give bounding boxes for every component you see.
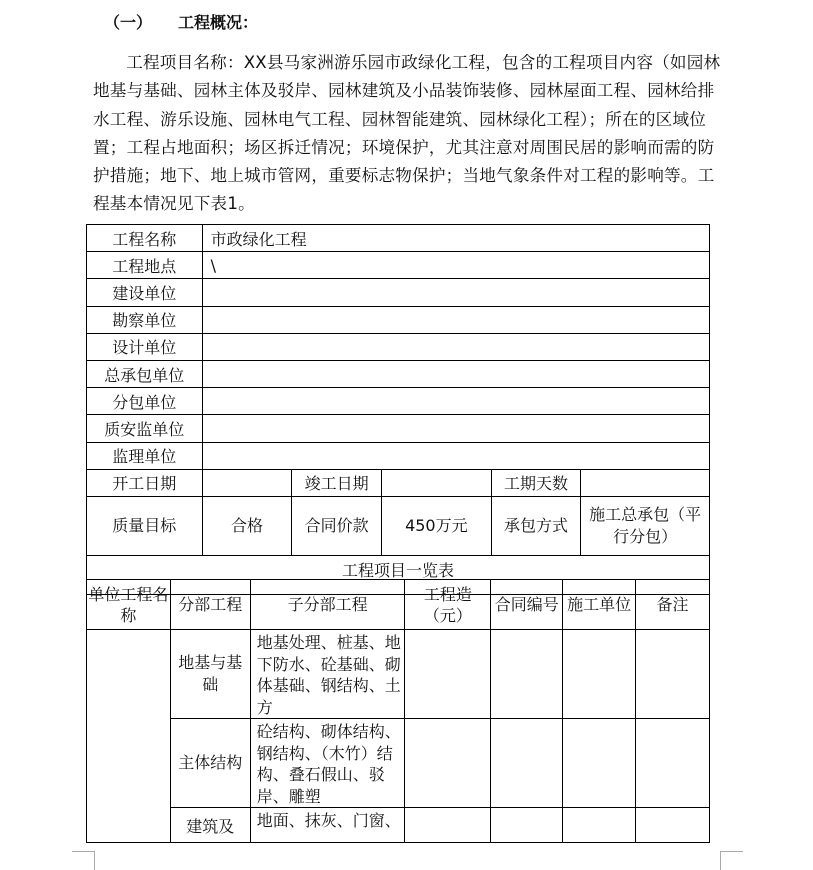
label-survey: 勘察单位	[87, 306, 203, 333]
label-builder: 建设单位	[87, 279, 203, 306]
cell-remarks	[636, 808, 710, 843]
header-subdivision: 子分部工程	[250, 580, 405, 630]
cell-unit-project	[87, 630, 171, 843]
table-row	[87, 415, 710, 442]
header-cost: 工程造（元）	[405, 580, 491, 630]
cell-division: 地基与基础	[170, 630, 250, 719]
table-row	[87, 719, 710, 808]
table-header-row	[87, 580, 710, 630]
table-row	[87, 360, 710, 387]
table-row	[87, 469, 710, 496]
label-design: 设计单位	[87, 333, 203, 360]
cell-builder	[563, 808, 636, 843]
cell-cost	[405, 808, 491, 843]
table-row	[87, 808, 710, 843]
cell-remarks	[636, 630, 710, 719]
value-duration	[581, 469, 710, 496]
label-contract-mode: 承包方式	[491, 496, 581, 555]
section-title: 工程概况：	[178, 13, 259, 32]
label-start-date: 开工日期	[87, 469, 203, 496]
value-supervisor	[202, 442, 709, 469]
cell-division: 建筑及	[170, 808, 250, 843]
page-corner-mark-left	[72, 851, 95, 870]
cell-cost	[405, 719, 491, 808]
value-builder	[202, 279, 709, 306]
value-quality-target: 合格	[202, 496, 292, 555]
value-completion-date	[382, 469, 492, 496]
value-quality-safety	[202, 415, 709, 442]
cell-contract-no	[491, 630, 563, 719]
value-project-name: 市政绿化工程	[202, 225, 709, 252]
cell-division: 主体结构	[170, 719, 250, 808]
header-unit-project: 单位工程名称	[87, 580, 171, 630]
label-quality-safety: 质安监单位	[87, 415, 203, 442]
cell-cost	[405, 630, 491, 719]
section-number: （一）	[104, 13, 153, 32]
label-duration: 工期天数	[491, 469, 581, 496]
header-contract-no: 合同编号	[491, 580, 563, 630]
label-completion-date: 竣工日期	[292, 469, 382, 496]
cell-subdivision: 地基处理、桩基、地下防水、砼基础、砌体基础、钢结构、土方	[250, 630, 405, 719]
header-division: 分部工程	[170, 580, 250, 630]
table-row	[87, 333, 710, 360]
table-row	[87, 306, 710, 333]
table-row	[87, 630, 710, 719]
label-project-name: 工程名称	[87, 225, 203, 252]
cell-builder	[563, 719, 636, 808]
project-list-table	[86, 579, 710, 843]
table-row	[87, 279, 710, 306]
cell-builder	[563, 630, 636, 719]
header-builder: 施工单位	[563, 580, 636, 630]
project-list-title: 工程项目一览表	[87, 555, 710, 594]
label-general-contractor: 总承包单位	[87, 360, 203, 387]
value-contract-mode: 施工总承包（平行分包）	[581, 496, 710, 555]
cell-contract-no	[491, 808, 563, 843]
label-quality-target: 质量目标	[87, 496, 203, 555]
label-contract-price: 合同价款	[292, 496, 382, 555]
cell-subdivision: 砼结构、砌体结构、钢结构、（木竹）结构、叠石假山、驳岸、雕塑	[250, 719, 405, 808]
value-project-location: \	[202, 252, 709, 279]
header-remarks: 备注	[636, 580, 710, 630]
label-supervisor: 监理单位	[87, 442, 203, 469]
project-description: 工程项目名称：XX县马家洲游乐园市政绿化工程，包含的工程项目内容（如园林地基与基础、园林主体及驳岸、园林建筑及小品装饰装修、园林屋面工程、园林给排水工程、游乐设施、园林电气工程、园林智能建筑、园林绿化工程）；所在的区域位置；工程占地面积；场区拆迁情况；环境保护，尤其注意对周围民居的影响而需的防护措施；地下、地上城市管网，重要标志物保护；当地气象条件对工程的影响等。工程基本情况见下表1。	[93, 53, 721, 214]
project-info-table	[86, 224, 710, 595]
value-subcontractor	[202, 388, 709, 415]
table-row	[87, 252, 710, 279]
cell-contract-no	[491, 719, 563, 808]
value-design	[202, 333, 709, 360]
value-start-date	[202, 469, 292, 496]
value-general-contractor	[202, 360, 709, 387]
label-project-location: 工程地点	[87, 252, 203, 279]
table-row	[87, 225, 710, 252]
table-row	[87, 442, 710, 469]
value-survey	[202, 306, 709, 333]
section-heading	[104, 10, 258, 33]
page-corner-mark-right	[720, 851, 743, 870]
cell-remarks	[636, 719, 710, 808]
table-row	[87, 496, 710, 555]
cell-subdivision: 地面、抹灰、门窗、	[250, 808, 405, 843]
value-contract-price: 450万元	[382, 496, 492, 555]
label-subcontractor: 分包单位	[87, 388, 203, 415]
table-row	[87, 388, 710, 415]
